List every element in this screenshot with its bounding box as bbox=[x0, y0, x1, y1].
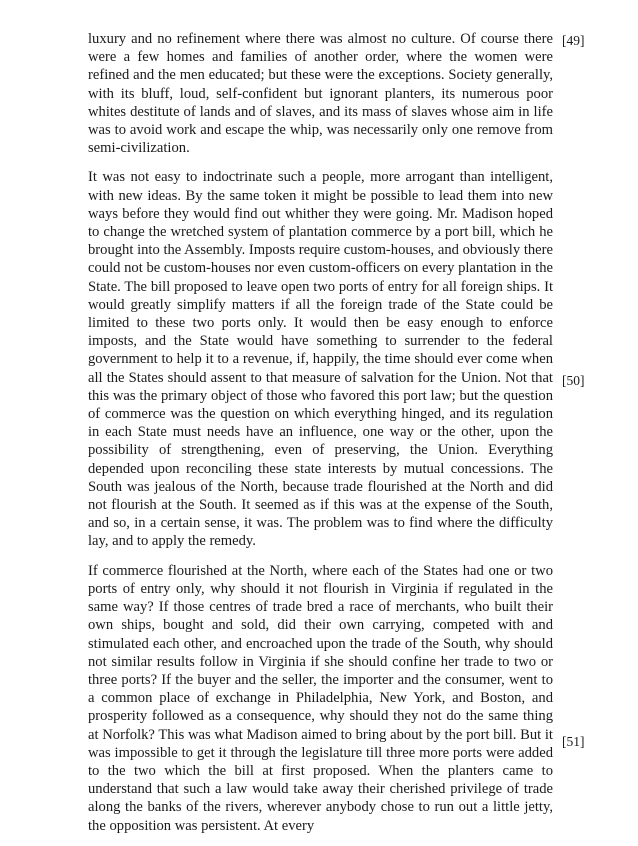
body-text bbox=[88, 30, 553, 846]
paragraph-2: It was not easy to indoctrinate such a people, more arrogant than intelligent, with new ideas. By the same token it might be possible to lead them into new ways before they would find out whither they were going. Mr. Madison hoped to change the wretched system of plantation commerce by a port bill, which he brought into the Assembly. Imposts require custom-houses, and obviously there could not be custom-houses nor even custom-officers on every plantation in the State. The bill proposed to leave open two ports of entry for all foreign ships. It would greatly simplify matters if all the foreign trade of the State could be limited to these two ports only. It would then be easy enough to enforce imposts, and the State would have something to surrender to the federal government to help it to a revenue, if, happily, the time should ever come when all the States should assent to that measure of salvation for the Union. Not that this was the primary object of those who favored this port law; but the question of commerce was the question on which everything hinged, and its regulation in each State must needs have an influence, one way or the other, upon the possibility of strengthening, even of preserving, the Union. Everything depended upon reconciling these state interests by mutual concessions. The South was jealous of the North, because trade flourished at the North and did not flourish at the South. It seemed as if this was at the expense of the South, and so, in a certain sense, it was. The problem was to find where the difficulty lay, and to apply the remedy. bbox=[88, 169, 553, 550]
paragraph-1: luxury and no refinement where there was almost no culture. Of course there were a few homes and families of another order, where the women were refined and the men educated; but these were the exceptions. Society generally, with its bluff, loud, self-confident but ignorant planters, its numerous poor whites destitute of lands and of slaves, and its mass of slaves whose aim in life was to avoid work and escape the whip, was necessarily only one remove from semi-civilization. bbox=[88, 31, 553, 157]
page-marker-50: [50] bbox=[562, 373, 585, 388]
page-marker-51: [51] bbox=[562, 734, 585, 749]
page-marker-49: [49] bbox=[562, 33, 585, 48]
paragraph-3: If commerce flourished at the North, where each of the States had one or two ports of entry only, why should it not flourish in Virginia if regulated in the same way? If those centres of trade bred a race of merchants, who built their own ships, bought and sold, did their own carrying, competed with and stimulated each other, and encroached upon the trade of the South, why should not similar results follow in Virginia if she should confine her trade to two or three ports? If the buyer and the seller, the importer and the consumer, went to a common place of exchange in Philadelphia, New York, and Boston, and prosperity followed as a consequence, why should they not do the same thing at Norfolk? This was what Madison aimed to bring about by the port bill. But it was impossible to get it through the legislature till three more ports were added to the two which the bill at first proposed. When the planters came to understand that such a law would take away their cherished privilege of trade along the banks of the rivers, wherever anybody chose to run out a little jetty, the opposition was persistent. At every bbox=[88, 562, 553, 834]
